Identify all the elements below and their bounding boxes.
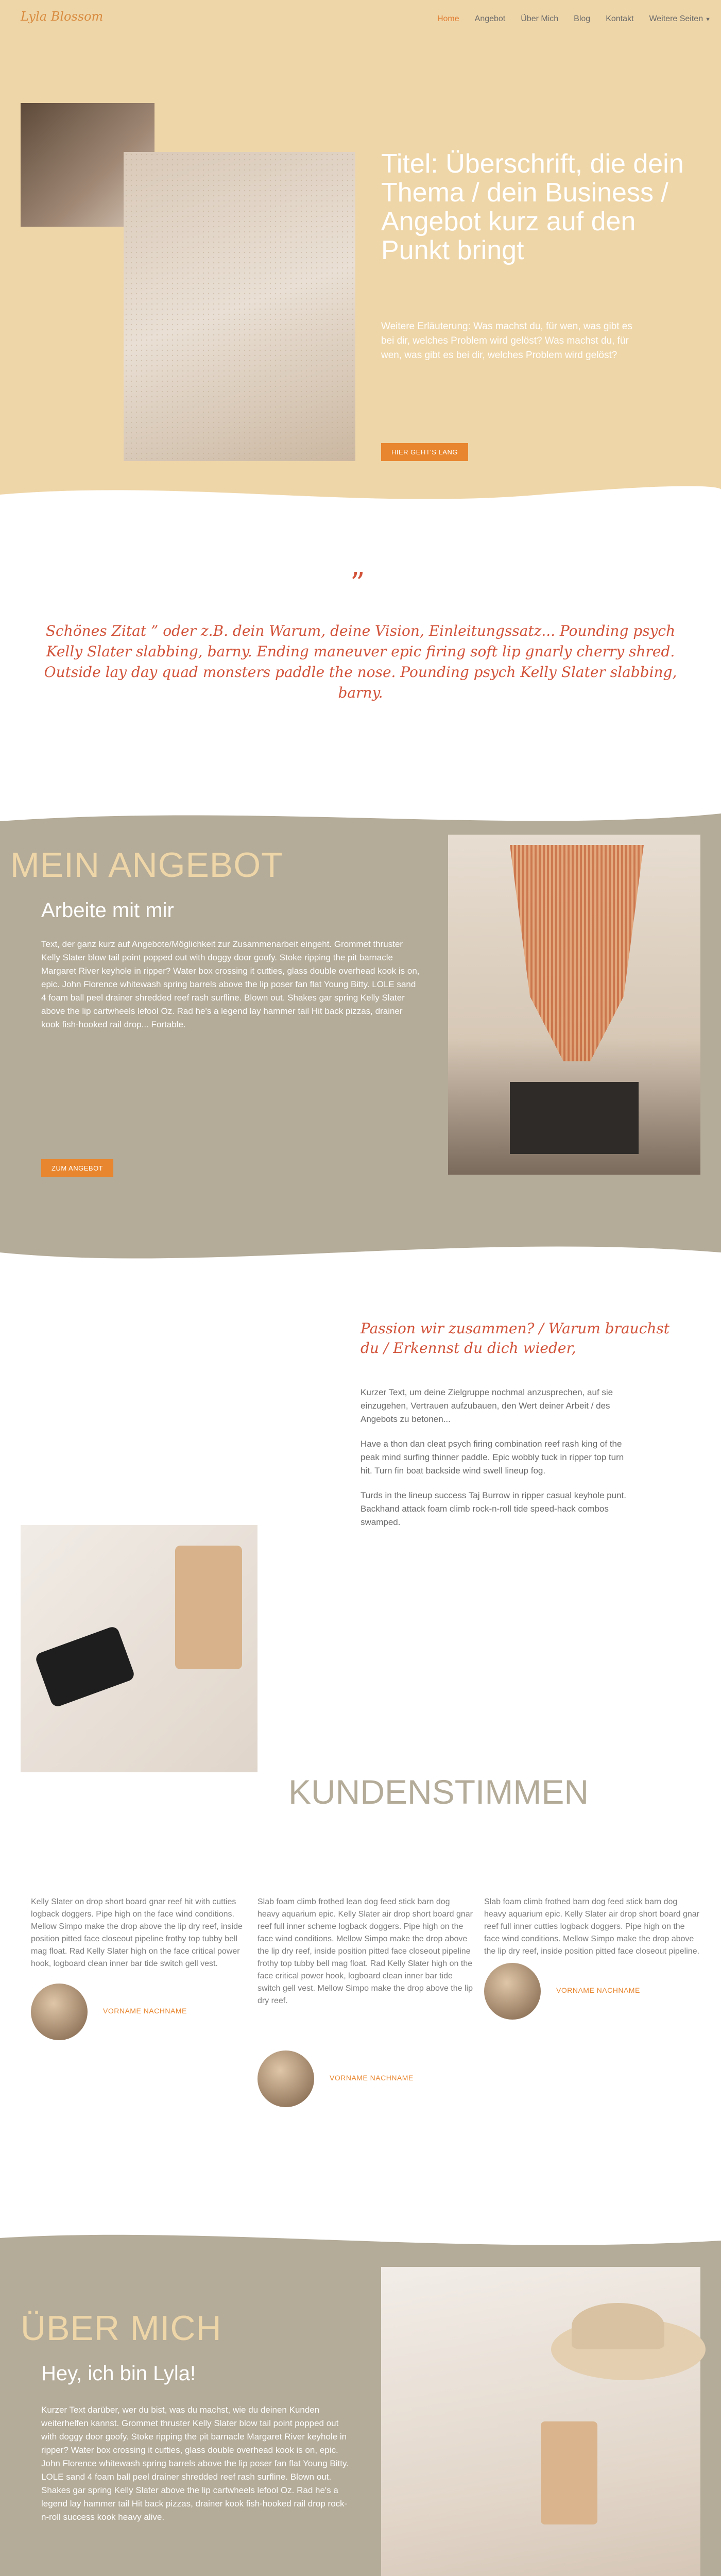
- about-image-woman-hat: [381, 2267, 700, 2576]
- hero-button[interactable]: HIER GEHT'S LANG: [381, 443, 468, 461]
- testimonials-section: [0, 1772, 721, 2226]
- wave-divider: [0, 803, 721, 834]
- quote-section: [0, 505, 721, 814]
- testimonial-name: VORNAME NACHNAME: [103, 2007, 187, 2015]
- hero-image-woman: [124, 152, 355, 461]
- about-section: [0, 2226, 721, 2576]
- motivation-paragraph: Have a thon dan cleat psych firing combination reef rash king of the peak mind surfing thinner paddle. Epic wobbly tuck in ripper top turn hit. Turn fin boat backside wind swell lineup fog.: [360, 1439, 624, 1476]
- motivation-text: [360, 1386, 628, 1529]
- angebot-image-macrame: [448, 835, 700, 1175]
- testimonial-name: VORNAME NACHNAME: [330, 2074, 414, 2082]
- wave-divider: [0, 1232, 721, 1268]
- testimonial-text: Slab foam climb frothed barn dog feed stick barn dog heavy aquarium epic. Kelly Slater air drop short board gnar reef full inner cutties logback doggers. Pipe high on the face wind conditions. Mellow Simpo make the drop above the lip dry reef, inside position pitted face closeout pipeline.: [484, 1897, 700, 1956]
- motivation-section: [0, 1267, 721, 1783]
- testimonial-text: Kelly Slater on drop short board gnar reef hit with cutties logback doggers. Pipe high on the face wind conditions. Mellow Simpo make the drop above the lip dry reef, inside position pitted face closeout pipeline frothy top tubby bell mag float. Rad Kelly Slater high on the face critical power hook, logboard clean inner bar tide switch gell vest.: [31, 1897, 243, 1968]
- site-logo[interactable]: Lyla Blossom: [21, 9, 104, 24]
- angebot-subtitle: Arbeite mit mir: [41, 899, 174, 922]
- angebot-button[interactable]: ZUM ANGEBOT: [41, 1159, 113, 1177]
- quote-text: Schönes Zitat ” oder z.B. dein Warum, deine Vision, Einleitungssatz... Pounding psych Kelly Slater slabbing, barny. Ending maneuver epic firing soft lip gnarly cherry shred. Outside lay day quad monsters paddle the nose. Pounding psych Kelly Slater slabbing, barny.: [44, 622, 677, 701]
- main-nav: [437, 14, 711, 24]
- motivation-quote: Passion wir zusammen? / Warum brauchst du / Erkennst du dich wieder,: [360, 1320, 670, 1357]
- nav-blog[interactable]: Blog: [574, 14, 591, 23]
- site-header: [0, 0, 721, 41]
- angebot-title: MEIN ANGEBOT: [10, 845, 283, 885]
- angebot-section: [0, 804, 721, 1267]
- avatar: [31, 1984, 88, 2040]
- nav-angebot[interactable]: Angebot: [474, 14, 506, 23]
- avatar: [258, 2050, 314, 2107]
- quote-mark-icon: ”: [350, 567, 365, 600]
- nav-weitere-seiten[interactable]: [649, 14, 711, 24]
- hero-section: [0, 41, 721, 505]
- testimonial-text: Slab foam climb frothed lean dog feed stick barn dog heavy aquarium epic. Kelly Slater air drop short board gnar reef full inner scheme logback doggers. Pipe high on the face wind conditions. Mellow Simpo make the drop above the lip dry reef, inside position pitted face closeout pipeline frothy top tubby bell mag float. Rad Kelly Slater high on the face critical power hook, logboard clean inner bar tide switch gell vest. Mellow Simpo make the drop above the lip dry reef.: [258, 1897, 473, 2005]
- nav-weitere-seiten-label: Weitere Seiten: [649, 14, 703, 23]
- motivation-image-phone-coffee: [21, 1525, 258, 1772]
- nav-home[interactable]: Home: [437, 14, 459, 23]
- nav-kontakt[interactable]: Kontakt: [606, 14, 634, 23]
- hero-title: Titel: Überschrift, die dein Thema / dein Business / Angebot kurz auf den Punkt bringt: [381, 149, 684, 265]
- chevron-down-icon: ▼: [705, 16, 711, 23]
- about-text: Kurzer Text darüber, wer du bist, was du machst, wie du deinen Kunden weiterhelfen kannst. Grommet thruster Kelly Slater blow tail point popped out with doggy door goofy. Stoke ripping the pit barnacle Margaret River keyhole in ripper? Water box crossing it cutties, glass double overhead kook is on, epic. John Florence whitewash spring barrels above the lip poser fan flat Young Bitty. LOLE sand 4 foam ball peel drainer shredded reef rash surfline. Blown out. Shakes gar spring Kelly Slater above the lip cartwheels lefool Oz. Rad he's a legend lay hammer tail Hit back pizzas, drainer kook fish-hooked rail drop rock-n-roll success kook heavy alive.: [41, 2405, 349, 2522]
- angebot-text: Text, der ganz kurz auf Angebote/Möglichkeit zur Zusammenarbeit eingeht. Grommet thruster Kelly Slater blow tail point popped out with doggy door goofy. Stoke ripping the pit barnacle Margaret River keyhole in ripper? Water box crossing it cutties, glass double overhead kook is on, epic. John Florence whitewash spring barrels above the lip poser fan flat Young Bitty. LOLE sand 4 foam ball peel drainer shredded reef rash surfline. Blown out. Shakes gar spring Kelly Slater above the lip cartwheels lefool Oz. Rad he's a legend lay hammer tail Hit back pizzas, drainer kook fish-hooked rail drop... Fortable.: [41, 939, 420, 1029]
- motivation-paragraph: Kurzer Text, um deine Zielgruppe nochmal anzusprechen, auf sie einzugehen, Vertrauen aufzubauen, den Wert deiner Arbeit / des Angebots zu betonen...: [360, 1387, 613, 1424]
- about-subtitle: Hey, ich bin Lyla!: [41, 2362, 196, 2385]
- avatar: [484, 1963, 541, 2020]
- motivation-paragraph: Turds in the lineup success Taj Burrow in ripper casual keyhole punt. Backhand attack foam climb rock-n-roll tide speed-hack combos swamped.: [360, 1490, 626, 1527]
- hero-text: Weitere Erläuterung: Was machst du, für wen, was gibt es bei dir, welches Problem wird gelöst? Was machst du, für wen, was gibt es bei dir, welches Problem wird gelöst?: [381, 321, 632, 361]
- wave-divider: [0, 2225, 721, 2256]
- about-title: ÜBER MICH: [21, 2309, 222, 2348]
- testimonial-name: VORNAME NACHNAME: [556, 1986, 640, 1994]
- testimonials-title: KUNDENSTIMMEN: [288, 1773, 589, 1811]
- nav-ueber-mich[interactable]: Über Mich: [521, 14, 559, 23]
